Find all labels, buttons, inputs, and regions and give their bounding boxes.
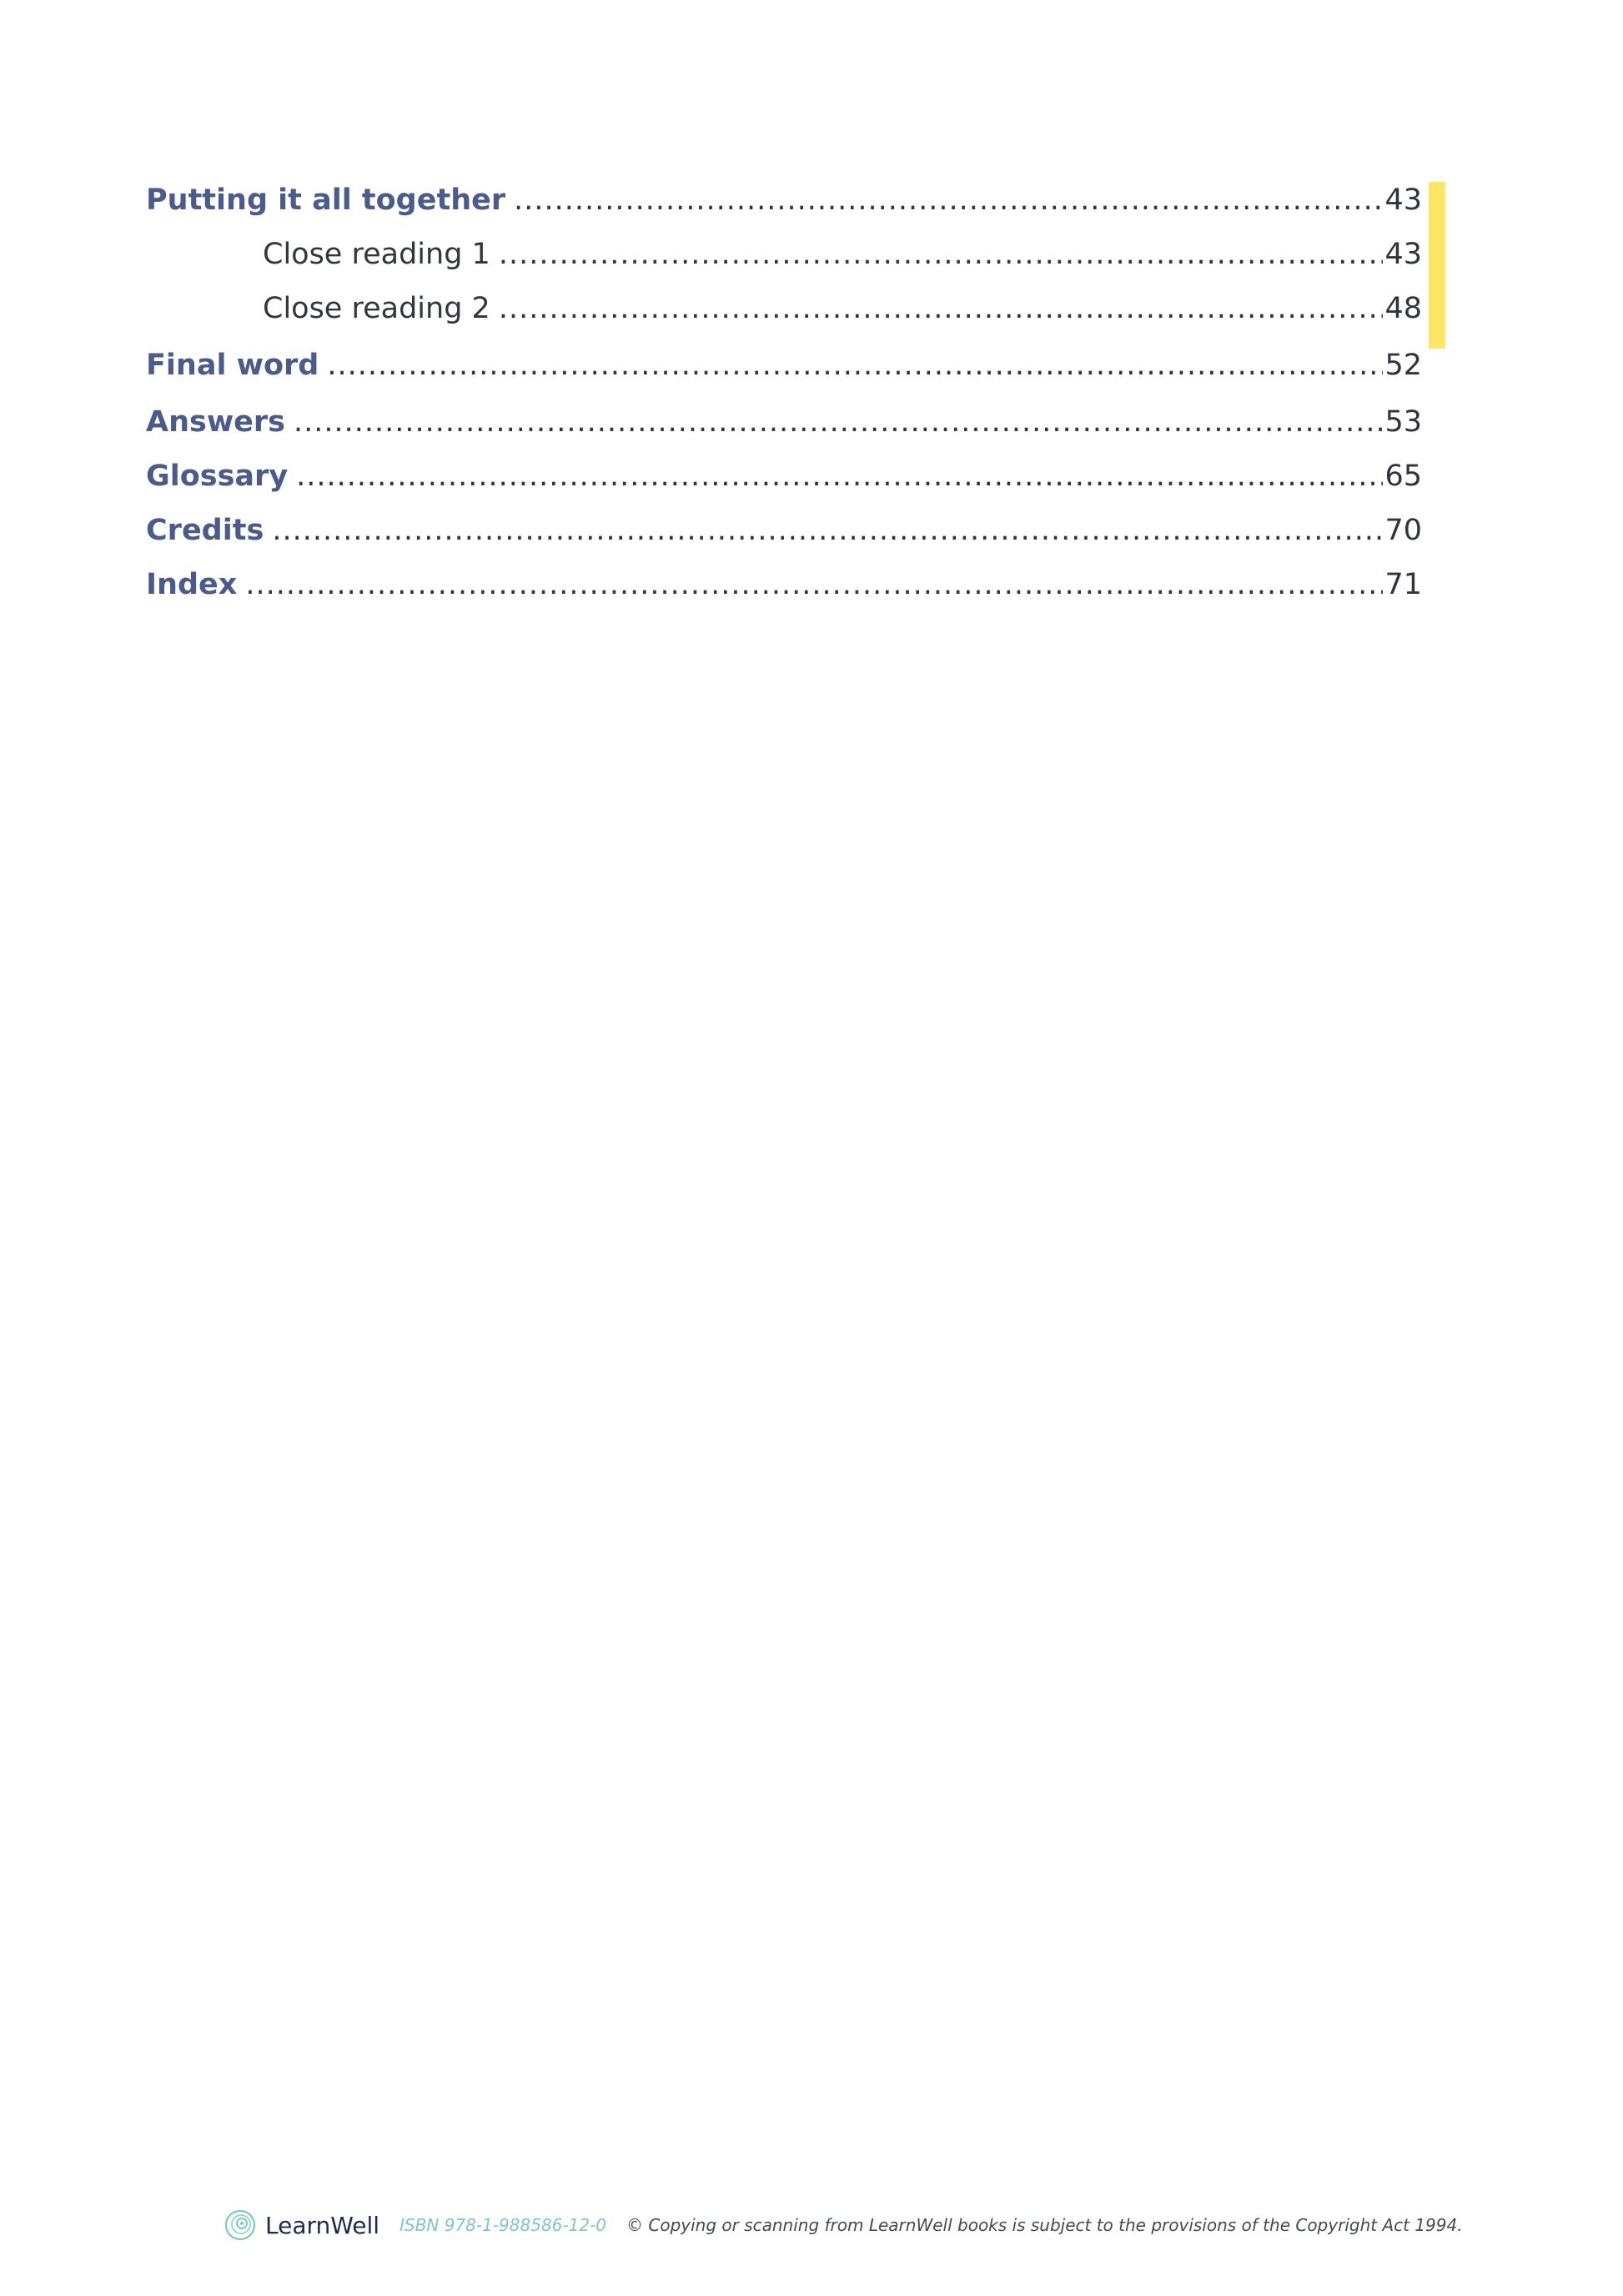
toc-entry-glossary[interactable] <box>146 455 1422 497</box>
toc-entry-title: Index <box>146 568 238 601</box>
page-footer <box>224 2202 1463 2248</box>
table-of-contents <box>146 179 1422 618</box>
toc-entry-title: Close reading 2 <box>263 292 490 325</box>
toc-entry-page: 53 <box>1384 405 1422 439</box>
toc-dot-leader <box>514 179 1383 221</box>
toc-entry-page: 52 <box>1384 349 1422 382</box>
toc-dot-leader <box>245 564 1383 605</box>
copyright-notice: © Copying or scanning from LearnWell books is subject to the provisions of the Copyright Act 1994. <box>626 2215 1463 2235</box>
toc-dot-leader <box>499 288 1384 329</box>
toc-dot-leader <box>327 344 1383 386</box>
toc-entry-page: 48 <box>1384 292 1422 325</box>
toc-entry-answers[interactable] <box>146 401 1422 443</box>
toc-entry-title: Glossary <box>146 460 289 493</box>
toc-entry-page: 71 <box>1384 568 1422 601</box>
brand-name: LearnWell <box>265 2211 380 2239</box>
chapter-accent-bar <box>1429 182 1445 349</box>
toc-entry-close-reading-1[interactable] <box>146 234 1422 275</box>
toc-entry-page: 43 <box>1384 238 1422 271</box>
toc-entry-final-word[interactable] <box>146 344 1422 386</box>
toc-dot-leader <box>272 510 1383 551</box>
toc-entry-page: 70 <box>1384 514 1422 547</box>
toc-entry-title: Credits <box>146 514 264 547</box>
toc-entry-title: Putting it all together <box>146 183 506 217</box>
toc-entry-title: Final word <box>146 349 319 382</box>
toc-dot-leader <box>499 234 1384 275</box>
isbn-text: ISBN 978-1-988586-12-0 <box>399 2215 607 2235</box>
toc-entry-title: Answers <box>146 405 286 439</box>
toc-entry-credits[interactable] <box>146 510 1422 551</box>
toc-entry-putting-it-all-together[interactable] <box>146 179 1422 221</box>
toc-entry-page: 43 <box>1384 183 1422 217</box>
toc-entry-page: 65 <box>1384 460 1422 493</box>
toc-entry-index[interactable] <box>146 564 1422 605</box>
toc-entry-close-reading-2[interactable] <box>146 288 1422 329</box>
learnwell-swirl-icon <box>224 2208 257 2242</box>
toc-dot-leader <box>296 455 1383 497</box>
toc-entry-title: Close reading 1 <box>263 238 490 271</box>
toc-dot-leader <box>294 401 1383 443</box>
